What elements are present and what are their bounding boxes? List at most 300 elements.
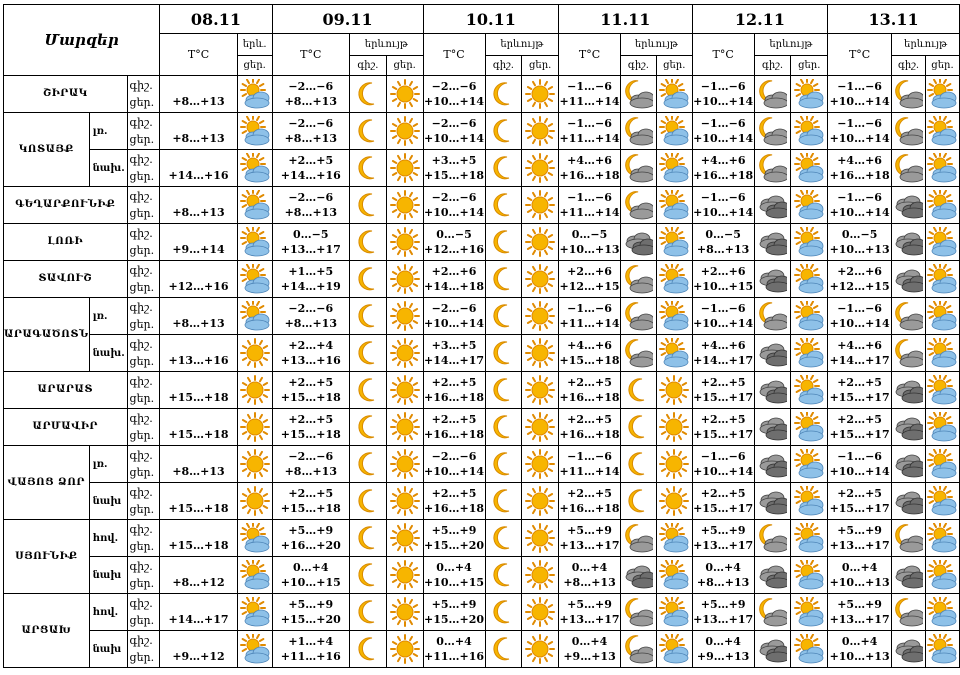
phenomenon-header-5: երևույթ: [892, 34, 960, 56]
day-temp: +15…+20: [423, 613, 485, 626]
phenomenon-header-2: երևույթ: [485, 34, 559, 56]
temp-range: [828, 113, 892, 150]
day-temp: +13…+16: [280, 354, 341, 367]
night-temp: +2…+5: [837, 413, 882, 426]
sun-icon: [656, 372, 692, 409]
crescent-moon-icon: [349, 409, 386, 446]
temp-header-0: T°C: [160, 34, 237, 76]
day-temp: +15…+17: [693, 502, 754, 515]
sun-icon: [237, 335, 272, 372]
night-temp: +4…+6: [567, 339, 612, 352]
moon-with-cloud-icon: [621, 113, 657, 150]
sun-behind-cloud-icon: [656, 261, 692, 298]
day-temp-value: +8…+13: [172, 131, 225, 145]
night-temp: +1…+4: [288, 635, 334, 648]
table-row: [4, 446, 960, 483]
day-label: ցեր.: [129, 96, 155, 109]
day-temp: [160, 224, 237, 261]
day-label: ցեր.: [129, 170, 155, 183]
table-row: [4, 150, 960, 187]
region-name: ՎԱՅՈՑ ՁՈՐ: [4, 446, 90, 520]
crescent-moon-icon: [485, 261, 522, 298]
day-temp: +15…+20: [423, 539, 485, 552]
night-temp: +2…+5: [700, 376, 746, 389]
crescent-moon-icon: [349, 150, 386, 187]
day-label: ցեր.: [129, 207, 155, 220]
night-temp: −1…−6: [700, 117, 746, 130]
day-subheader-4: ցեր.: [791, 56, 828, 76]
time-of-day-label: [127, 372, 160, 409]
sun-icon: [386, 76, 423, 113]
sun-icon: [522, 113, 559, 150]
temp-range: [559, 224, 621, 261]
region-part: նախ.: [89, 150, 127, 187]
temp-range: [692, 76, 754, 113]
region-name: ԳԵՂԱՐՔՈՒՆԻՔ: [4, 187, 128, 224]
sun-behind-cloud-icon: [656, 224, 692, 261]
dark-clouds-icon: [754, 187, 791, 224]
temp-range: [272, 150, 349, 187]
region-part: հով.: [89, 594, 127, 631]
sun-behind-cloud-icon: [656, 113, 692, 150]
day-label: ցեր.: [129, 133, 155, 146]
sun-icon: [386, 520, 423, 557]
sun-behind-cloud-icon: [791, 224, 828, 261]
night-temp: +5…+9: [431, 598, 477, 611]
weather-forecast-table: [3, 4, 960, 668]
night-label: գիշ.: [129, 412, 153, 425]
sun-behind-cloud-icon: [791, 335, 828, 372]
day-temp: [160, 113, 237, 150]
day-temp: +16…+18: [559, 502, 620, 515]
night-temp: +1…+5: [288, 265, 334, 278]
day-temp: +10…+13: [829, 576, 890, 589]
sun-behind-cloud-icon: [791, 557, 828, 594]
temp-range: [423, 150, 485, 187]
night-temp: −2…−6: [288, 117, 334, 130]
day-temp: +13…+17: [280, 243, 341, 256]
night-temp: −1…−6: [567, 80, 612, 93]
day-temp: +15…+18: [280, 428, 341, 441]
sun-behind-cloud-icon: [791, 113, 828, 150]
night-temp: +2…+5: [288, 154, 334, 167]
region-name: ԱՐՑԱԽ: [4, 594, 90, 668]
sun-icon: [656, 483, 692, 520]
table-row: [4, 409, 960, 446]
night-temp: +5…+9: [837, 598, 882, 611]
night-temp: +2…+5: [837, 487, 882, 500]
day-temp: +10…+14: [423, 95, 485, 108]
moon-with-cloud-icon: [754, 113, 791, 150]
temp-range: [423, 409, 485, 446]
night-temp: +5…+9: [288, 524, 334, 537]
temp-range: [692, 446, 754, 483]
sun-behind-cloud-icon: [925, 187, 959, 224]
time-of-day-label: [127, 261, 160, 298]
temp-range: [559, 76, 621, 113]
night-temp: +2…+5: [567, 376, 612, 389]
table-row: [4, 520, 960, 557]
temp-range: [692, 409, 754, 446]
temp-range: [559, 372, 621, 409]
temp-range: [828, 409, 892, 446]
sun-behind-cloud-icon: [237, 594, 272, 631]
night-temp: +2…+5: [288, 376, 334, 389]
moon-with-cloud-icon: [621, 150, 657, 187]
crescent-moon-icon: [349, 224, 386, 261]
day-temp: [160, 335, 237, 372]
moon-with-cloud-icon: [892, 76, 926, 113]
temp-header-2: T°C: [423, 34, 485, 76]
temp-range: [423, 224, 485, 261]
temp-range: [828, 520, 892, 557]
night-temp: 0…−5: [293, 228, 329, 241]
night-subheader-3: գիշ.: [621, 56, 657, 76]
temp-header-1: T°C: [272, 34, 349, 76]
temp-range: [828, 557, 892, 594]
crescent-moon-icon: [485, 520, 522, 557]
sun-icon: [386, 187, 423, 224]
date-header-1: 09.11: [272, 5, 423, 34]
day-label: ցեր.: [129, 392, 155, 405]
moon-with-cloud-icon: [754, 76, 791, 113]
phenomenon-header-3: երևույթ: [621, 34, 693, 56]
temp-range: [559, 631, 621, 668]
dark-clouds-icon: [892, 631, 926, 668]
day-temp: +10…+15: [280, 576, 341, 589]
night-label: գիշ.: [129, 153, 153, 166]
day-temp-value: +9…+12: [172, 649, 225, 663]
day-temp: +16…+18: [423, 428, 485, 441]
sun-behind-cloud-icon: [237, 76, 272, 113]
crescent-moon-icon: [485, 483, 522, 520]
sun-behind-cloud-icon: [925, 594, 959, 631]
day-temp: +14…+19: [280, 280, 341, 293]
temp-range: [828, 187, 892, 224]
temp-range: [559, 261, 621, 298]
night-temp: −2…−6: [431, 80, 477, 93]
date-header-3: 11.11: [559, 5, 693, 34]
day-temp: [160, 557, 237, 594]
moon-with-cloud-icon: [621, 187, 657, 224]
day-temp: +15…+17: [829, 502, 890, 515]
dark-clouds-icon: [892, 483, 926, 520]
sun-behind-cloud-icon: [237, 187, 272, 224]
temp-range: [272, 557, 349, 594]
temp-range: [692, 113, 754, 150]
day-temp: +13…+17: [829, 539, 890, 552]
sun-behind-cloud-icon: [656, 150, 692, 187]
region-part: լռ.: [89, 298, 127, 335]
temp-range: [559, 187, 621, 224]
day-temp-value: +13…+16: [168, 353, 229, 367]
day-temp: +12…+15: [559, 280, 620, 293]
day-temp: +10…+15: [693, 280, 754, 293]
night-temp: +2…+5: [431, 413, 477, 426]
temp-range: [828, 446, 892, 483]
night-temp: 0…−5: [436, 228, 472, 241]
night-temp: 0…+4: [705, 561, 741, 574]
dark-clouds-icon: [892, 187, 926, 224]
dark-clouds-icon: [892, 446, 926, 483]
temp-range: [423, 261, 485, 298]
sun-icon: [386, 113, 423, 150]
night-label: գիշ.: [129, 523, 153, 536]
phenomenon-header-0: երև.: [237, 34, 272, 56]
day-temp: +11…+16: [423, 650, 485, 663]
day-temp: +15…+17: [829, 391, 890, 404]
night-temp: +2…+6: [837, 265, 882, 278]
night-label: գիշ.: [129, 486, 153, 499]
night-temp: −2…−6: [288, 191, 334, 204]
day-temp: +16…+18: [559, 428, 620, 441]
day-temp-value: +12…+16: [168, 279, 229, 293]
sun-behind-cloud-icon: [656, 594, 692, 631]
day-temp: +10…+14: [829, 317, 890, 330]
day-label: ցեր.: [129, 577, 155, 590]
temp-range: [423, 187, 485, 224]
night-temp: −1…−6: [567, 450, 612, 463]
day-temp: +13…+17: [693, 613, 754, 626]
crescent-moon-icon: [485, 409, 522, 446]
day-temp: +11…+14: [559, 206, 620, 219]
sun-icon: [522, 483, 559, 520]
temp-range: [828, 631, 892, 668]
night-temp: +4…+6: [837, 339, 882, 352]
crescent-moon-icon: [349, 446, 386, 483]
temp-range: [423, 113, 485, 150]
sun-behind-cloud-icon: [237, 520, 272, 557]
night-label: գիշ.: [129, 116, 153, 129]
table-row: [4, 187, 960, 224]
day-temp: +10…+14: [693, 206, 754, 219]
region-name: ԱՐԱԳԱԾՈՏՆ: [4, 298, 90, 372]
sun-behind-cloud-icon: [925, 446, 959, 483]
day-temp: +10…+15: [423, 576, 485, 589]
day-temp: +13…+17: [693, 539, 754, 552]
temp-range: [559, 335, 621, 372]
moon-with-cloud-icon: [754, 594, 791, 631]
temp-range: [272, 409, 349, 446]
temp-range: [423, 520, 485, 557]
day-temp: [160, 520, 237, 557]
time-of-day-label: [127, 187, 160, 224]
night-temp: 0…−5: [571, 228, 608, 241]
night-temp: +2…+6: [700, 265, 746, 278]
table-row: [4, 113, 960, 150]
crescent-moon-icon: [485, 594, 522, 631]
temp-range: [423, 483, 485, 520]
time-of-day-label: [127, 150, 160, 187]
crescent-moon-icon: [621, 446, 657, 483]
night-label: գիշ.: [129, 264, 153, 277]
day-temp: [160, 594, 237, 631]
day-temp-value: +15…+18: [168, 427, 229, 441]
night-temp: −1…−6: [700, 80, 746, 93]
sun-behind-cloud-icon: [925, 150, 959, 187]
day-label: ցեր.: [129, 540, 155, 553]
night-temp: +2…+4: [288, 339, 334, 352]
day-temp: +15…+17: [693, 391, 754, 404]
night-temp: 0…+4: [571, 635, 608, 648]
night-temp: +2…+5: [567, 413, 612, 426]
night-temp: +5…+9: [567, 598, 612, 611]
night-temp: +2…+6: [431, 265, 477, 278]
time-of-day-label: [127, 631, 160, 668]
temp-range: [423, 446, 485, 483]
night-temp: +2…+5: [431, 376, 477, 389]
crescent-moon-icon: [485, 631, 522, 668]
sun-behind-cloud-icon: [237, 631, 272, 668]
table-row: [4, 335, 960, 372]
day-temp: +14…+16: [280, 169, 341, 182]
sun-behind-cloud-icon: [925, 372, 959, 409]
day-temp: +8…+13: [696, 576, 750, 589]
night-subheader-5: գիշ.: [892, 56, 926, 76]
sun-behind-cloud-icon: [791, 631, 828, 668]
table-row: [4, 483, 960, 520]
night-label: գիշ.: [129, 79, 153, 92]
night-temp: −1…−6: [567, 117, 612, 130]
day-temp: +16…+18: [829, 169, 890, 182]
sun-icon: [386, 372, 423, 409]
sun-icon: [237, 409, 272, 446]
day-temp: +16…+18: [693, 169, 754, 182]
time-of-day-label: [127, 483, 160, 520]
phenomenon-header-4: երևույթ: [754, 34, 828, 56]
sun-icon: [522, 409, 559, 446]
date-header-0: 08.11: [160, 5, 272, 34]
sun-behind-cloud-icon: [791, 76, 828, 113]
temp-header-5: T°C: [828, 34, 892, 76]
sun-icon: [386, 409, 423, 446]
night-temp: 0…+4: [841, 561, 878, 574]
time-of-day-label: [127, 224, 160, 261]
day-temp-value: +8…+13: [172, 464, 225, 478]
dark-clouds-icon: [892, 409, 926, 446]
crescent-moon-icon: [349, 335, 386, 372]
night-temp: 0…−5: [705, 228, 741, 241]
sun-behind-cloud-icon: [791, 187, 828, 224]
temp-range: [559, 520, 621, 557]
dark-clouds-icon: [621, 557, 657, 594]
sun-icon: [522, 224, 559, 261]
day-temp: +10…+14: [423, 132, 485, 145]
region-part: լռ.: [89, 446, 127, 483]
sun-icon: [386, 557, 423, 594]
sun-behind-cloud-icon: [237, 298, 272, 335]
temp-range: [272, 187, 349, 224]
night-temp: −1…−6: [837, 302, 882, 315]
sun-icon: [386, 631, 423, 668]
day-temp: +11…+14: [559, 317, 620, 330]
night-label: գիշ.: [129, 375, 153, 388]
night-temp: +4…+6: [837, 154, 882, 167]
night-temp: +2…+5: [837, 376, 882, 389]
night-temp: −2…−6: [431, 117, 477, 130]
sun-behind-cloud-icon: [791, 372, 828, 409]
day-temp-value: +8…+13: [172, 316, 225, 330]
night-temp: +2…+6: [567, 265, 612, 278]
date-header-5: 13.11: [828, 5, 960, 34]
day-temp: +13…+17: [559, 613, 620, 626]
time-of-day-label: [127, 113, 160, 150]
sun-behind-cloud-icon: [656, 520, 692, 557]
night-temp: +4…+6: [700, 339, 746, 352]
temp-range: [692, 372, 754, 409]
night-subheader-4: գիշ.: [754, 56, 791, 76]
temp-range: [423, 335, 485, 372]
temp-range: [423, 557, 485, 594]
temp-range: [423, 631, 485, 668]
day-temp: +8…+13: [284, 317, 337, 330]
day-temp: +10…+13: [829, 243, 890, 256]
crescent-moon-icon: [349, 594, 386, 631]
day-temp: +10…+14: [829, 95, 890, 108]
temp-range: [828, 594, 892, 631]
temp-range: [692, 594, 754, 631]
night-temp: −1…−6: [837, 191, 882, 204]
night-temp: 0…+4: [293, 561, 329, 574]
day-temp: +16…+18: [423, 391, 485, 404]
temp-range: [559, 557, 621, 594]
temp-range: [272, 335, 349, 372]
regions-header: Մարզեր: [4, 5, 160, 76]
day-label: ցեր.: [129, 429, 155, 442]
day-temp: [160, 631, 237, 668]
day-label: ցեր.: [129, 614, 155, 627]
temp-range: [559, 483, 621, 520]
night-temp: +5…+9: [567, 524, 612, 537]
night-temp: +4…+6: [567, 154, 612, 167]
sun-behind-cloud-icon: [925, 76, 959, 113]
sun-icon: [386, 261, 423, 298]
phenomenon-header-1: երևույթ: [349, 34, 423, 56]
region-name: ԿՈՏԱՅՔ: [4, 113, 90, 187]
day-temp: +16…+18: [423, 502, 485, 515]
day-temp: [160, 150, 237, 187]
table-row: [4, 298, 960, 335]
sun-behind-cloud-icon: [656, 335, 692, 372]
sun-behind-cloud-icon: [925, 261, 959, 298]
moon-with-cloud-icon: [621, 631, 657, 668]
temp-range: [559, 150, 621, 187]
time-of-day-label: [127, 76, 160, 113]
night-label: գիշ.: [129, 449, 153, 462]
night-temp: +2…+5: [288, 413, 334, 426]
region-part: հով.: [89, 520, 127, 557]
temp-range: [828, 150, 892, 187]
day-temp: +13…+17: [829, 613, 890, 626]
crescent-moon-icon: [485, 187, 522, 224]
sun-icon: [386, 594, 423, 631]
day-temp: +11…+14: [559, 95, 620, 108]
region-name: ՇԻՐԱԿ: [4, 76, 128, 113]
sun-behind-cloud-icon: [925, 557, 959, 594]
day-temp: +15…+18: [280, 502, 341, 515]
sun-behind-cloud-icon: [656, 631, 692, 668]
day-temp-value: +8…+12: [172, 575, 225, 589]
temp-range: [692, 298, 754, 335]
crescent-moon-icon: [349, 557, 386, 594]
sun-icon: [522, 261, 559, 298]
dark-clouds-icon: [754, 372, 791, 409]
day-temp: +15…+18: [559, 354, 620, 367]
night-temp: +2…+5: [700, 487, 746, 500]
day-temp: +15…+17: [829, 428, 890, 441]
night-temp: −2…−6: [288, 80, 334, 93]
night-temp: −1…−6: [700, 450, 746, 463]
